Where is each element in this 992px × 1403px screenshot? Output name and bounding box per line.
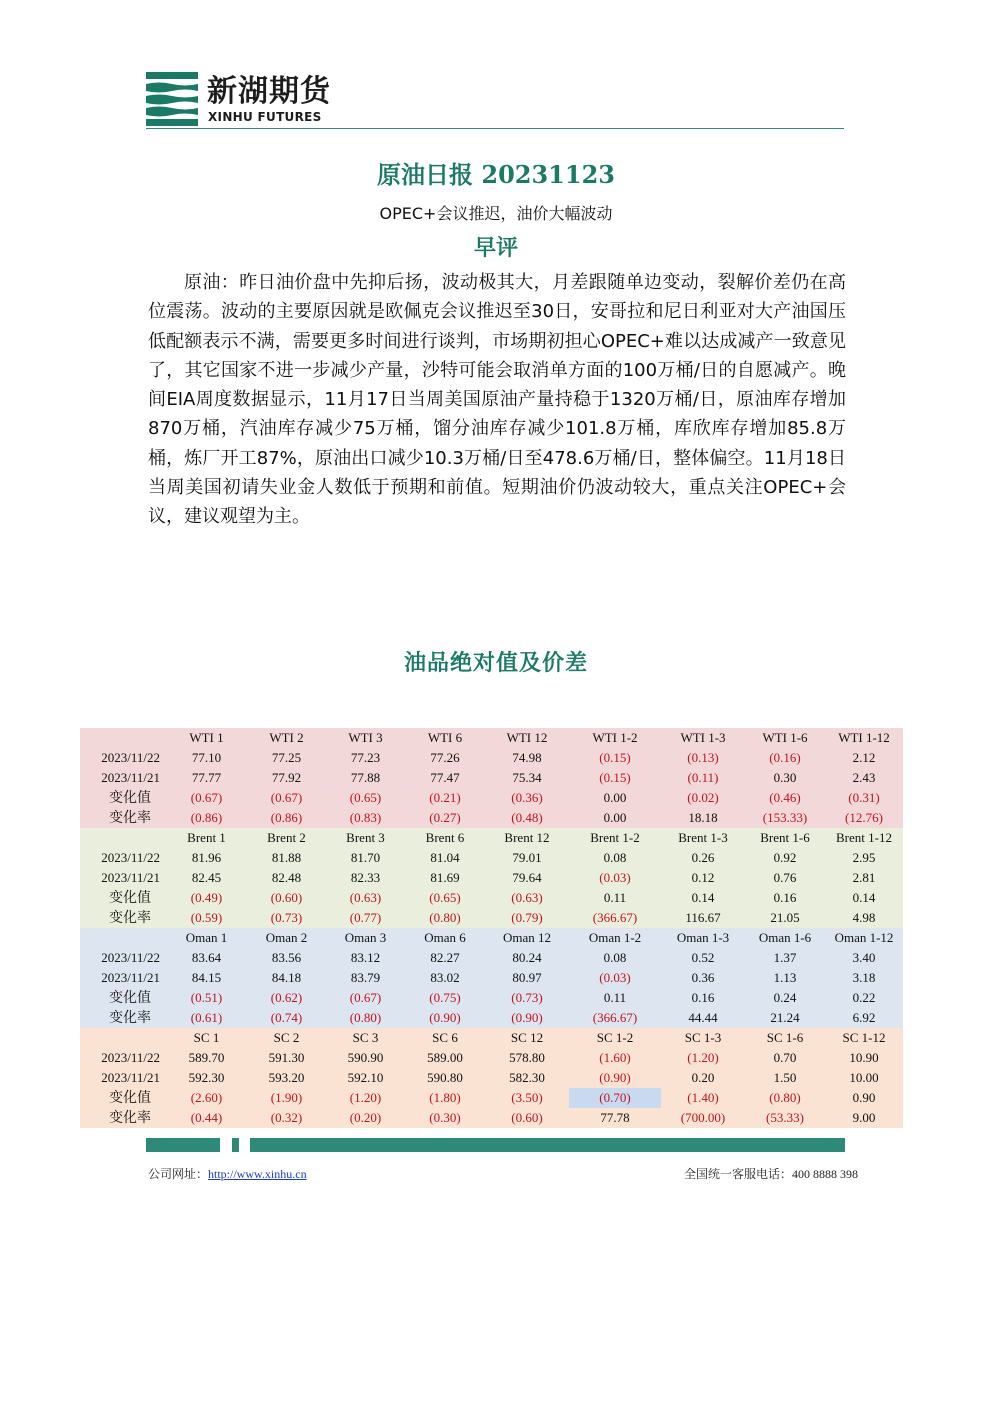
column-header: Oman 1-3 xyxy=(661,928,745,948)
report-title: 原油日报 20231123 xyxy=(377,160,615,189)
footer-website xyxy=(148,1166,307,1182)
oil-price-spread-table xyxy=(80,728,903,1128)
table-cell: 83.12 xyxy=(326,948,405,968)
table-cell: 0.52 xyxy=(661,948,745,968)
column-header: SC 1 xyxy=(166,1028,247,1048)
row-label: 2023/11/22 xyxy=(80,1048,166,1068)
table-cell: 0.22 xyxy=(825,988,903,1008)
table-cell: (1.90) xyxy=(247,1088,326,1108)
column-header: SC 3 xyxy=(326,1028,405,1048)
table-cell: (0.30) xyxy=(405,1108,485,1128)
table-header-row xyxy=(80,928,903,948)
website-link[interactable]: http://www.xinhu.cn xyxy=(208,1167,307,1181)
table-cell: (0.60) xyxy=(247,888,326,908)
column-header: SC 12 xyxy=(485,1028,569,1048)
table-cell: 81.70 xyxy=(326,848,405,868)
table-cell: 21.24 xyxy=(745,1008,825,1028)
table-row xyxy=(80,988,903,1008)
table-cell: 81.04 xyxy=(405,848,485,868)
table-cell: (1.20) xyxy=(661,1048,745,1068)
table-cell: 582.30 xyxy=(485,1068,569,1088)
table-cell: 590.80 xyxy=(405,1068,485,1088)
table-cell: (1.40) xyxy=(661,1088,745,1108)
column-header: Brent 6 xyxy=(405,828,485,848)
table-cell: 4.98 xyxy=(825,908,903,928)
table-cell: 83.56 xyxy=(247,948,326,968)
table-cell: 79.64 xyxy=(485,868,569,888)
table-cell: (0.65) xyxy=(326,788,405,808)
table-cell: 82.27 xyxy=(405,948,485,968)
table-row xyxy=(80,748,903,768)
table-header-row xyxy=(80,728,903,748)
row-label: 变化值 xyxy=(80,888,166,908)
column-header: Brent 3 xyxy=(326,828,405,848)
table-cell: (0.59) xyxy=(166,908,247,928)
row-label: 2023/11/21 xyxy=(80,868,166,888)
column-header: Oman 6 xyxy=(405,928,485,948)
row-label: 2023/11/22 xyxy=(80,748,166,768)
table-cell: 9.00 xyxy=(825,1108,903,1128)
row-label: 变化率 xyxy=(80,908,166,928)
table-cell: 3.18 xyxy=(825,968,903,988)
table-cell: 591.30 xyxy=(247,1048,326,1068)
table-header-row xyxy=(80,828,903,848)
column-header: WTI 1-6 xyxy=(745,728,825,748)
table-row xyxy=(80,848,903,868)
table-cell: (0.80) xyxy=(405,908,485,928)
table-cell: (0.15) xyxy=(569,748,661,768)
table-cell: 79.01 xyxy=(485,848,569,868)
column-header: SC 1-3 xyxy=(661,1028,745,1048)
table-cell: 74.98 xyxy=(485,748,569,768)
table-cell: (0.86) xyxy=(166,808,247,828)
table-cell: (0.48) xyxy=(485,808,569,828)
table-cell: (0.67) xyxy=(166,788,247,808)
table-row xyxy=(80,968,903,988)
table-cell: (0.63) xyxy=(326,888,405,908)
table-cell: (0.16) xyxy=(745,748,825,768)
table-cell: 592.10 xyxy=(326,1068,405,1088)
table-cell: (0.80) xyxy=(745,1088,825,1108)
table-cell: 18.18 xyxy=(661,808,745,828)
table-cell: 83.02 xyxy=(405,968,485,988)
column-header: WTI 1-12 xyxy=(825,728,903,748)
table-cell: (153.33) xyxy=(745,808,825,828)
column-header: SC 1-12 xyxy=(825,1028,903,1048)
column-header: Oman 1-6 xyxy=(745,928,825,948)
table-row xyxy=(80,788,903,808)
table-cell: 10.00 xyxy=(825,1068,903,1088)
table-cell: 80.24 xyxy=(485,948,569,968)
table-cell: (0.46) xyxy=(745,788,825,808)
report-subtitle: OPEC+会议推迟，油价大幅波动 xyxy=(379,204,613,223)
table-cell: 80.97 xyxy=(485,968,569,988)
table-cell: 77.92 xyxy=(247,768,326,788)
table-cell: (0.44) xyxy=(166,1108,247,1128)
table-cell: (0.62) xyxy=(247,988,326,1008)
table-cell: 83.64 xyxy=(166,948,247,968)
table-row xyxy=(80,888,903,908)
table-cell: (0.32) xyxy=(247,1108,326,1128)
column-header: SC 1-6 xyxy=(745,1028,825,1048)
table-cell: (0.49) xyxy=(166,888,247,908)
row-label: 变化率 xyxy=(80,1108,166,1128)
table-row xyxy=(80,948,903,968)
table-cell: 10.90 xyxy=(825,1048,903,1068)
table-cell: 3.40 xyxy=(825,948,903,968)
table-cell: (0.90) xyxy=(569,1068,661,1088)
table-cell: (0.36) xyxy=(485,788,569,808)
table-cell: (0.67) xyxy=(247,788,326,808)
table-row xyxy=(80,908,903,928)
table-cell: 81.96 xyxy=(166,848,247,868)
table-cell: 6.92 xyxy=(825,1008,903,1028)
table-cell: 77.10 xyxy=(166,748,247,768)
table-cell: (0.03) xyxy=(569,868,661,888)
footer-hotline: 全国统一客服电话：400 8888 398 xyxy=(683,1167,858,1181)
table-cell: 116.67 xyxy=(661,908,745,928)
table-cell: 590.90 xyxy=(326,1048,405,1068)
table-cell: (0.90) xyxy=(405,1008,485,1028)
table-cell: 82.48 xyxy=(247,868,326,888)
row-label: 变化值 xyxy=(80,1088,166,1108)
column-header: WTI 12 xyxy=(485,728,569,748)
table-cell: 0.00 xyxy=(569,788,661,808)
table-cell: 75.34 xyxy=(485,768,569,788)
table-cell: 0.12 xyxy=(661,868,745,888)
table-cell: 2.81 xyxy=(825,868,903,888)
table-cell: (0.03) xyxy=(569,968,661,988)
table-cell: 77.77 xyxy=(166,768,247,788)
table-cell: (0.51) xyxy=(166,988,247,1008)
column-header: WTI 1-3 xyxy=(661,728,745,748)
table-cell: 0.92 xyxy=(745,848,825,868)
column-header: Oman 12 xyxy=(485,928,569,948)
table-cell: (0.02) xyxy=(661,788,745,808)
table-cell: (700.00) xyxy=(661,1108,745,1128)
header-blank-cell xyxy=(80,728,166,748)
table-cell: 0.26 xyxy=(661,848,745,868)
column-header: SC 2 xyxy=(247,1028,326,1048)
table-cell: (0.63) xyxy=(485,888,569,908)
table-cell: 0.24 xyxy=(745,988,825,1008)
table-cell: 77.25 xyxy=(247,748,326,768)
table-cell: (0.15) xyxy=(569,768,661,788)
table-cell: (366.67) xyxy=(569,1008,661,1028)
table-cell: 77.78 xyxy=(569,1108,661,1128)
table-cell: (53.33) xyxy=(745,1108,825,1128)
table-row xyxy=(80,868,903,888)
table-cell: 593.20 xyxy=(247,1068,326,1088)
table-cell: (0.74) xyxy=(247,1008,326,1028)
table-cell: 77.88 xyxy=(326,768,405,788)
column-header: Brent 1-3 xyxy=(661,828,745,848)
table-cell: 592.30 xyxy=(166,1068,247,1088)
table-cell: (2.60) xyxy=(166,1088,247,1108)
company-logo xyxy=(146,72,336,126)
morning-review-heading: 早评 xyxy=(473,236,518,261)
table-cell: 1.13 xyxy=(745,968,825,988)
table-cell: 82.33 xyxy=(326,868,405,888)
table-cell: 77.26 xyxy=(405,748,485,768)
table-cell: (0.60) xyxy=(485,1108,569,1128)
footer-divider-bars xyxy=(146,1138,845,1152)
website-label: 公司网址： xyxy=(148,1167,209,1181)
table-cell: (0.20) xyxy=(326,1108,405,1128)
table-cell: (3.50) xyxy=(485,1088,569,1108)
table-cell: (0.77) xyxy=(326,908,405,928)
column-header: SC 1-2 xyxy=(569,1028,661,1048)
table-cell: (1.80) xyxy=(405,1088,485,1108)
row-label: 2023/11/21 xyxy=(80,968,166,988)
table-cell: 0.11 xyxy=(569,888,661,908)
table-cell: 77.23 xyxy=(326,748,405,768)
table-section-title: 油品绝对值及价差 xyxy=(403,651,588,676)
table-cell: 589.00 xyxy=(405,1048,485,1068)
table-cell: 0.16 xyxy=(661,988,745,1008)
table-cell: 2.12 xyxy=(825,748,903,768)
table-cell: 0.00 xyxy=(569,808,661,828)
header-blank-cell xyxy=(80,928,166,948)
table-cell: 0.16 xyxy=(745,888,825,908)
table-row xyxy=(80,1108,903,1128)
table-cell: (0.11) xyxy=(661,768,745,788)
table-row xyxy=(80,1048,903,1068)
row-label: 2023/11/22 xyxy=(80,948,166,968)
table-cell: (0.73) xyxy=(247,908,326,928)
table-cell: (0.21) xyxy=(405,788,485,808)
column-header: WTI 3 xyxy=(326,728,405,748)
column-header: WTI 1-2 xyxy=(569,728,661,748)
column-header: Oman 1 xyxy=(166,928,247,948)
column-header: Brent 1-2 xyxy=(569,828,661,848)
table-cell: 0.08 xyxy=(569,848,661,868)
table-cell: 0.70 xyxy=(745,1048,825,1068)
column-header: Oman 1-12 xyxy=(825,928,903,948)
table-cell: 589.70 xyxy=(166,1048,247,1068)
table-cell: 1.37 xyxy=(745,948,825,968)
table-cell: (366.67) xyxy=(569,908,661,928)
table-cell: 0.14 xyxy=(825,888,903,908)
xinhu-wave-logo-icon xyxy=(146,72,198,126)
column-header: Brent 1-6 xyxy=(745,828,825,848)
table-header-row xyxy=(80,1028,903,1048)
row-label: 2023/11/21 xyxy=(80,768,166,788)
table-cell: 81.69 xyxy=(405,868,485,888)
column-header: Brent 1-12 xyxy=(825,828,903,848)
column-header: Brent 12 xyxy=(485,828,569,848)
table-cell: 84.18 xyxy=(247,968,326,988)
header-divider xyxy=(146,128,844,129)
table-row xyxy=(80,1068,903,1088)
column-header: Oman 1-2 xyxy=(569,928,661,948)
table-cell: 44.44 xyxy=(661,1008,745,1028)
table-cell: 21.05 xyxy=(745,908,825,928)
row-label: 变化率 xyxy=(80,1008,166,1028)
table-cell: 0.14 xyxy=(661,888,745,908)
table-cell: 83.79 xyxy=(326,968,405,988)
table-row xyxy=(80,808,903,828)
table-cell: 0.30 xyxy=(745,768,825,788)
table-cell: 0.20 xyxy=(661,1068,745,1088)
column-header: WTI 2 xyxy=(247,728,326,748)
table-cell: (1.60) xyxy=(569,1048,661,1068)
table-cell: (0.75) xyxy=(405,988,485,1008)
table-cell: (0.80) xyxy=(326,1008,405,1028)
table-cell: (0.31) xyxy=(825,788,903,808)
table-cell: 0.08 xyxy=(569,948,661,968)
table-cell: 2.95 xyxy=(825,848,903,868)
table-cell: (0.67) xyxy=(326,988,405,1008)
brand-name-cn: 新湖期货 xyxy=(207,74,331,109)
brand-name-en: XINHU FUTURES xyxy=(208,110,322,124)
table-cell: 0.90 xyxy=(825,1088,903,1108)
table-cell: 0.76 xyxy=(745,868,825,888)
table-cell: (0.90) xyxy=(485,1008,569,1028)
column-header: WTI 1 xyxy=(166,728,247,748)
table-cell: 0.36 xyxy=(661,968,745,988)
table-cell: (0.61) xyxy=(166,1008,247,1028)
table-cell: (1.20) xyxy=(326,1088,405,1108)
row-label: 变化率 xyxy=(80,808,166,828)
table-cell: 1.50 xyxy=(745,1068,825,1088)
table-cell: (0.73) xyxy=(485,988,569,1008)
table-cell: (12.76) xyxy=(825,808,903,828)
morning-review-body: 原油：昨日油价盘中先抑后扬，波动极其大，月差跟随单边变动，裂解价差仍在高位震荡。波动的主要原因就是欧佩克会议推迟至30日，安哥拉和尼日利亚对大产油国压低配额表示不满，需要更多时间进行谈判，市场期初担心OPEC+难以达成减产一致意见了，其它国家不进一步减少产量，沙特可能会取消单方面的100万桶/日的自愿减产。晚间EIA周度数据显示，11月17日当周美国原油产量持稳于1320万桶/日，原油库存增加870万桶，汽油库存减少75万桶，馏分油库存减少101.8万桶，库欣库存增加85.8万桶，炼厂开工87%，原油出口减少10.3万桶/日至478.6万桶/日，整体偏空。11月18日当周美国初请失业金人数低于预期和前值。短期油价仍波动较大，重点关注OPEC+会议，建议观望为主。 xyxy=(148,272,846,528)
table-row xyxy=(80,1008,903,1028)
table-cell: 82.45 xyxy=(166,868,247,888)
column-header: Brent 1 xyxy=(166,828,247,848)
table-cell: (0.13) xyxy=(661,748,745,768)
table-row xyxy=(80,1088,903,1108)
header-blank-cell xyxy=(80,828,166,848)
table-cell: 81.88 xyxy=(247,848,326,868)
row-label: 2023/11/22 xyxy=(80,848,166,868)
table-cell: (0.70) xyxy=(569,1088,661,1108)
table-cell: 2.43 xyxy=(825,768,903,788)
table-cell: 77.47 xyxy=(405,768,485,788)
table-cell: 578.80 xyxy=(485,1048,569,1068)
column-header: Oman 2 xyxy=(247,928,326,948)
table-cell: (0.83) xyxy=(326,808,405,828)
column-header: WTI 6 xyxy=(405,728,485,748)
table-cell: (0.79) xyxy=(485,908,569,928)
table-row xyxy=(80,768,903,788)
row-label: 变化值 xyxy=(80,788,166,808)
table-cell: (0.27) xyxy=(405,808,485,828)
row-label: 变化值 xyxy=(80,988,166,1008)
table-cell: (0.86) xyxy=(247,808,326,828)
column-header: Brent 2 xyxy=(247,828,326,848)
header-blank-cell xyxy=(80,1028,166,1048)
table-cell: 0.11 xyxy=(569,988,661,1008)
column-header: Oman 3 xyxy=(326,928,405,948)
table-cell: 84.15 xyxy=(166,968,247,988)
row-label: 2023/11/21 xyxy=(80,1068,166,1088)
column-header: SC 6 xyxy=(405,1028,485,1048)
table-cell: (0.65) xyxy=(405,888,485,908)
